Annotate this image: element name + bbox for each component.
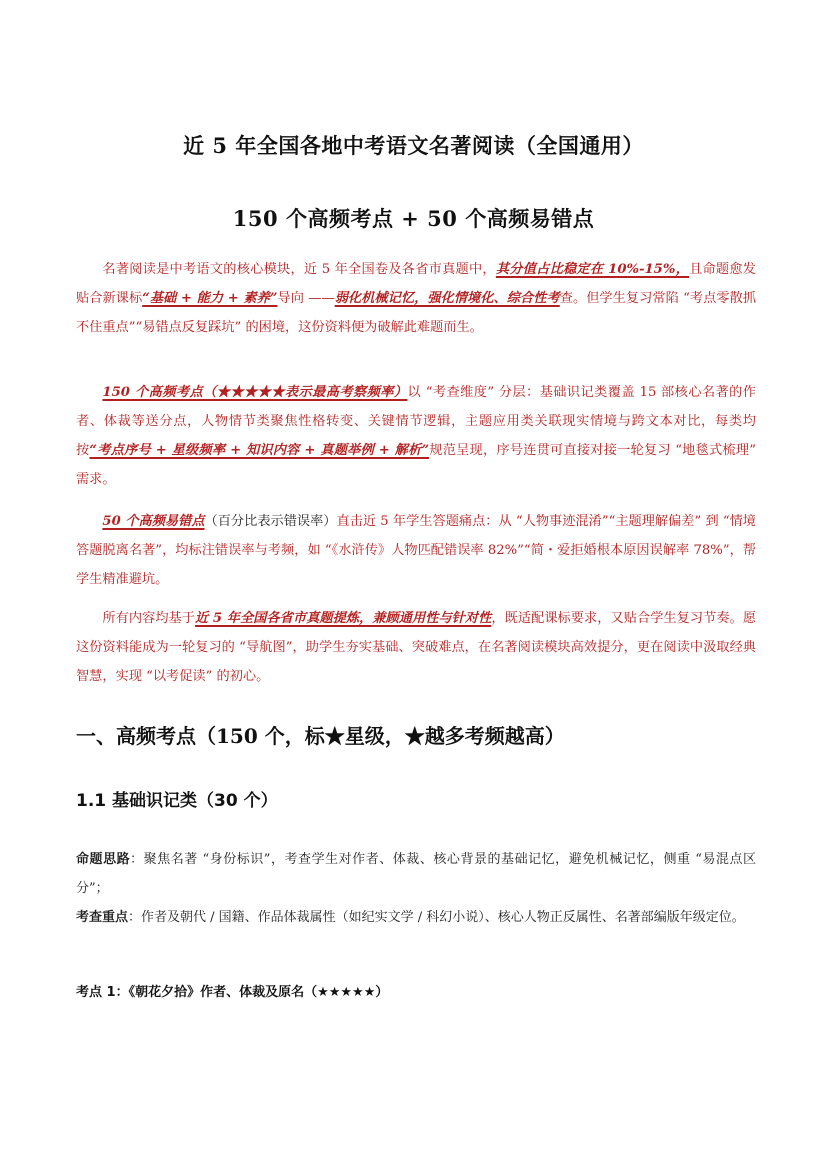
emphasis-score-ratio: 其分值占比稳定在 10%-15%， (495, 262, 690, 277)
section-heading: 一、高频考点（150 个，标★星级，★越多考频越高） (76, 724, 565, 748)
emphasis-150-points: 150 个高频考点（★★★★★表示最高考察频率） (102, 385, 408, 400)
subsection-heading: 1.1 基础识记类（30 个） (76, 791, 278, 811)
intro-paragraph-2: 150 个高频考点（★★★★★表示最高考察频率）以 “考查维度” 分层：基础识记类覆盖 15 部核心名著的作者、体裁等送分点，人物情节类聚焦性格转变、关键情节逻辑，主题应用类关联现实情境与跨文本对比，每类均按“考点序号 + 星级频率 + 知识内容 + 真题举例 + 解析”规范呈现，序号连贯可直接对接一轮复习 “地毯式梳理” 需求。 (76, 385, 756, 487)
intro-paragraph-1: 名著阅读是中考语文的核心模块，近 5 年全国卷及各省市真题中，其分值占比稳定在 10%-15%，且命题愈发贴合新课标“基础 + 能力 + 素养”导向 ——弱化机械记忆，强化情境化、综合性考查。但学生复习常陷 “考点零散抓不住重点”“易错点反复踩坑” 的困境，这份资料便为破解此难题而生。 (76, 262, 757, 335)
proposition-idea: 命题思路：聚焦名著 “身份标识”，考查学生对作者、体裁、核心背景的基础记忆，避免机械记忆，侧重 “易混点区分”； (76, 852, 756, 896)
emphasis-source: 近 5 年全国各省市真题提炼，兼顾通用性与针对性 (195, 611, 492, 626)
document-title: 近 5 年全国各地中考语文名著阅读（全国通用） (183, 133, 644, 158)
emphasis-trend: 弱化机械记忆，强化情境化、综合性考 (334, 291, 560, 306)
emphasis-curriculum: “基础 + 能力 + 素养” (142, 291, 278, 306)
intro-paragraph-4: 所有内容均基于近 5 年全国各省市真题提炼，兼顾通用性与针对性，既适配课标要求，又贴合学生复习节奏。愿这份资料能成为一轮复习的 “导航图”，助学生夯实基础、突破难点，在名著阅读模块高效提分，更在阅读中汲取经典智慧，实现 “以考促读” 的初心。 (76, 611, 757, 684)
intro-paragraph-3: 50 个高频易错点（百分比表示错误率）直击近 5 年学生答题痛点：从 “人物事迹混淆”“主题理解偏差” 到 “情境答题脱离名著”，均标注错误率与考频，如 “《水浒传》人物匹配错误率 82%”“简・爱拒婚根本原因误解率 78%”，帮学生精准避坑。 (76, 514, 756, 587)
emphasis-format: “考点序号 + 星级频率 + 知识内容 + 真题举例 + 解析” (89, 443, 430, 458)
exam-focus: 考查重点：作者及朝代 / 国籍、作品体裁属性（如纪实文学 / 科幻小说）、核心人物正反属性、名著部编版年级定位。 (76, 910, 745, 925)
test-point-1: 考点 1：《朝花夕拾》作者、体裁及原名（★★★★★） (76, 985, 389, 1000)
section-body (76, 845, 756, 932)
emphasis-50-errors: 50 个高频易错点 (102, 514, 205, 529)
document-subtitle: 150 个高频考点 + 50 个高频易错点 (232, 206, 595, 231)
